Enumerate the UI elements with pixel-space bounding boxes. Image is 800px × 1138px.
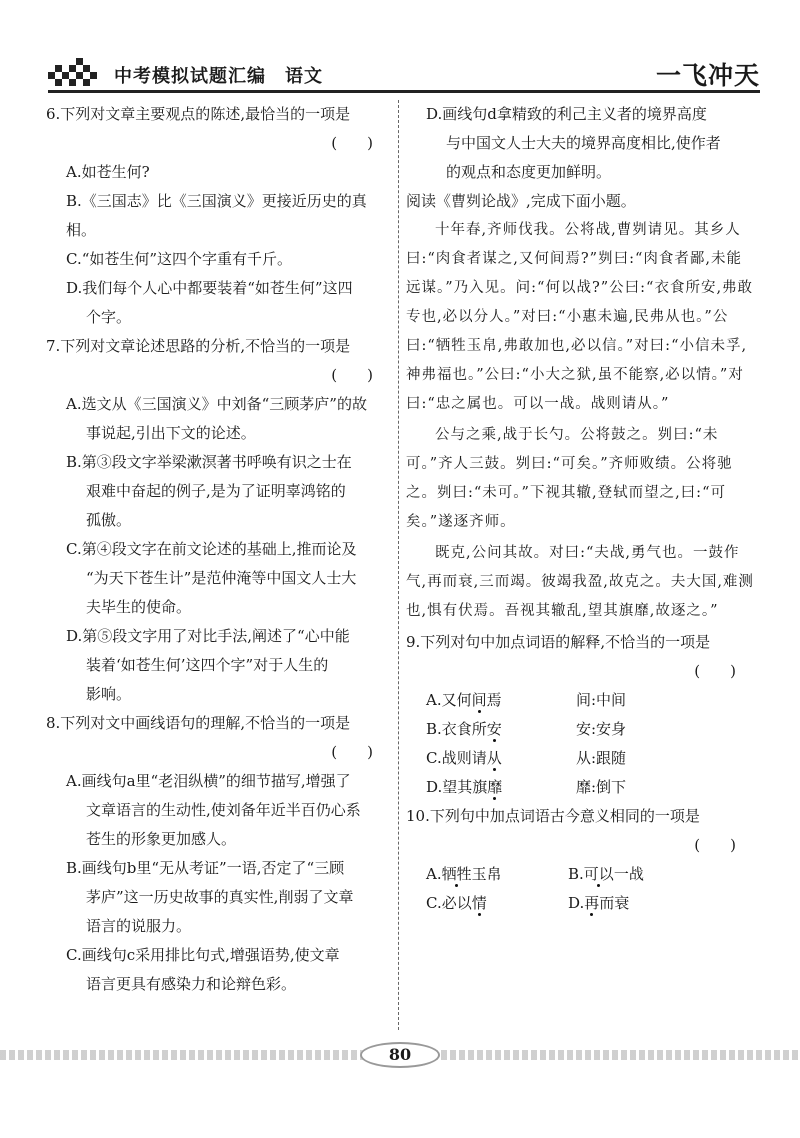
reading-intro: 阅读《曹刿论战》,完成下面小题。 bbox=[406, 192, 636, 210]
q9-option-d: D.望其旗靡 bbox=[426, 778, 503, 796]
passage-paragraph-2: 公与之乘,战于长勺。公将鼓之。刿曰:“未可。”齐人三鼓。刿曰:“可矣。”齐师败绩。公将驰之。刿曰:“未可。”下视其辙,登轼而望之,曰:“可矣。”遂逐齐师。 bbox=[406, 427, 733, 530]
q6-option-d: D.我们每个人心中都要装着“如苍生何”这四 个字。 bbox=[66, 279, 353, 326]
q10-option-a: A.牺牲玉帛 bbox=[426, 865, 502, 883]
passage-paragraph-3: 既克,公问其故。对曰:“夫战,勇气也。一鼓作气,再而衰,三而竭。彼竭我盈,故克之。夫大国,难测也,惧有伏焉。吾视其辙乱,望其旗靡,故逐之。” bbox=[406, 545, 754, 619]
right-column bbox=[406, 100, 754, 918]
page-header bbox=[48, 54, 760, 90]
q9-gloss-a: 间:中间 bbox=[576, 691, 627, 709]
q9-options bbox=[426, 686, 754, 802]
q9-gloss-c: 从:跟随 bbox=[576, 749, 627, 767]
q10-stem: 10.下列句中加点词语古今意义相同的一项是 bbox=[406, 807, 700, 825]
q7-option-c: C.第④段文字在前文论述的基础上,推而论及 “为天下苍生计”是范仲淹等中国文人士大 夫毕生的使命。 bbox=[66, 540, 357, 616]
page-number: 80 bbox=[360, 1042, 440, 1068]
q7-answer-blank: ( ) bbox=[331, 366, 373, 384]
q8-option-d: D.画线句d拿精致的利己主义者的境界高度 与中国文人士大夫的境界高度相比,使作者 的观点和态度更加鲜明。 bbox=[426, 105, 721, 181]
q10-answer-blank: ( ) bbox=[694, 836, 736, 854]
q9-option-c: C.战则请从 bbox=[426, 749, 502, 767]
checker-logo-icon bbox=[48, 58, 102, 86]
q9-gloss-b: 安:安身 bbox=[576, 720, 627, 738]
q7-option-a: A.选文从《三国演义》中刘备“三顾茅庐”的故 事说起,引出下文的论述。 bbox=[66, 395, 367, 442]
q10-options bbox=[426, 860, 754, 918]
header-rule bbox=[48, 90, 760, 93]
q9-option-a: A.又何间焉 bbox=[426, 691, 502, 709]
column-divider bbox=[398, 100, 399, 1030]
q9-answer-blank: ( ) bbox=[694, 662, 736, 680]
q6-stem: 6.下列对文章主要观点的陈述,最恰当的一项是 bbox=[46, 105, 351, 123]
q7-stem: 7.下列对文章论述思路的分析,不恰当的一项是 bbox=[46, 337, 351, 355]
q8-option-c: C.画线句c采用排比句式,增强语势,使文章 语言更具有感染力和论辩色彩。 bbox=[66, 946, 340, 993]
brand-logo: 一飞冲天 bbox=[655, 61, 760, 90]
q6-option-c: C.“如苍生何”这四个字重有千斤。 bbox=[66, 250, 293, 268]
q8-option-b: B.画线句b里“无从考证”一语,否定了“三顾 茅庐”这一历史故事的真实性,削弱了文章 语言的说服力。 bbox=[66, 859, 354, 935]
q8-answer-blank: ( ) bbox=[331, 743, 373, 761]
passage-paragraph-1: 十年春,齐师伐我。公将战,曹刿请见。其乡人曰:“肉食者谋之,又何间焉?”刿曰:“肉食者鄙,未能远谋。”乃入见。问:“何以战?”公曰:“衣食所安,弗敢专也,必以分人。”对曰:“小惠未遍,民弗从也。”公曰:“牺牲玉帛,弗敢加也,必以信。”对曰:“小信未孚,神弗福也。”公曰:“小大之狱,虽不能察,必以情。”对曰:“忠之属也。可以一战。战则请从。” bbox=[406, 222, 754, 412]
q9-option-b: B.衣食所安 bbox=[426, 720, 502, 738]
q10-option-c: C.必以情 bbox=[426, 894, 487, 912]
q8-option-a: A.画线句a里“老泪纵横”的细节描写,增强了 文章语言的生动性,使刘备年近半百仍心系 苍生的形象更加感人。 bbox=[66, 772, 361, 848]
q6-answer-blank: ( ) bbox=[331, 134, 373, 152]
q7-option-b: B.第③段文字举梁漱溟著书呼唤有识之士在 艰难中奋起的例子,是为了证明辜鸿铭的 孤傲。 bbox=[66, 453, 352, 529]
q9-stem: 9.下列对句中加点词语的解释,不恰当的一项是 bbox=[406, 633, 711, 651]
q6-option-b: B.《三国志》比《三国演义》更接近历史的真相。 bbox=[66, 192, 367, 239]
q10-option-b: B.可以一战 bbox=[568, 865, 644, 883]
page-footer bbox=[0, 1042, 800, 1082]
q10-option-d: D.再而衰 bbox=[568, 894, 630, 912]
q9-gloss-d: 靡:倒下 bbox=[576, 778, 627, 796]
q8-stem: 8.下列对文中画线语句的理解,不恰当的一项是 bbox=[46, 714, 351, 732]
q7-option-d: D.第⑤段文字用了对比手法,阐述了“心中能 装着‘如苍生何’这四个字”对于人生的 影响。 bbox=[66, 627, 350, 703]
left-column bbox=[46, 100, 391, 999]
q6-option-a: A.如苍生何? bbox=[66, 163, 150, 181]
book-title: 中考模拟试题汇编 语文 bbox=[114, 66, 323, 87]
